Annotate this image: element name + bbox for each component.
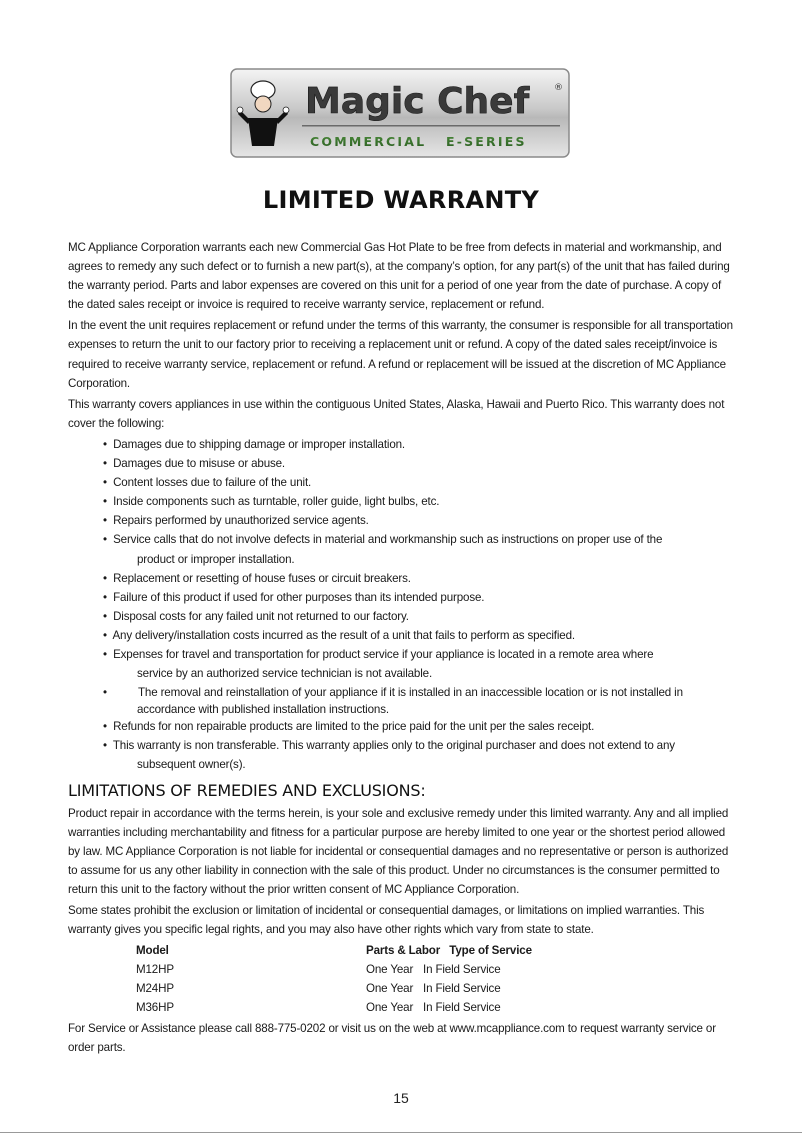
list-item: • Damages due to misuse or abuse. xyxy=(103,457,286,471)
list-item: • Inside components such as turntable, roller guide, light bulbs, etc. xyxy=(103,495,440,509)
list-item: • Failure of this product if used for other purposes than its intended purpose. xyxy=(103,590,485,604)
list-item: • Repairs performed by unauthorized service agents. xyxy=(103,514,369,528)
warranty-paragraph: In the event the unit requires replacement or refund under the terms of this warranty, the consumer is responsible for all transportation expenses to return the unit to our factory prior to receiving a replacement unit or refund. A copy of the dated sales receipt/invoice is required to receive warranty service, replacement or refund. A refund or replacement will be issued at the discretion of MC Appliance Corporation. xyxy=(68,319,733,390)
warranty-body xyxy=(68,238,734,1059)
list-item: • This warranty is non transferable. This warranty applies only to the original purchaser and does not extend to any subsequent owner(s). xyxy=(103,739,675,772)
list-item: • Any delivery/installation costs incurred as the result of a unit that fails to perform as specified. xyxy=(103,628,575,642)
limitations-heading: LIMITATIONS OF REMEDIES AND EXCLUSIONS: xyxy=(68,780,426,800)
footer-divider xyxy=(0,1132,802,1133)
list-item: • Disposal costs for any failed unit not returned to our factory. xyxy=(103,609,409,623)
list-item: • Expenses for travel and transportation for product service if your appliance is located in a remote area where service by an authorized service technician is not available. xyxy=(103,647,654,681)
list-item: • Damages due to shipping damage or improper installation. xyxy=(103,437,406,451)
list-item: • Replacement or resetting of house fuses or circuit breakers. xyxy=(103,571,411,585)
logo-subline: COMMERCIAL E-SERIES xyxy=(310,134,527,149)
service-note: For Service or Assistance please call 888-775-0202 or visit us on the web at www.mcappliance.com to request warranty service or order parts. xyxy=(68,1022,716,1055)
table-header-row xyxy=(136,941,532,960)
column-header-coverage: Parts & Labor Type of Service xyxy=(366,944,532,958)
limitations-paragraph: Product repair in accordance with the terms herein, is your sole and exclusive remedy under this limited warranty. Any and all implied warranties including merchantability and fitness for a particular purpose are hereby limited to one year or the shortest period allowed by law. MC Appliance Corporation is not liable for incidental or consequential damages and no representative or person is authorized to assume for us any other liability in connection with the sale of this product. Under no circumstances is the consumer permitted to return this unit to the factory without the prior written consent of MC Appliance Corporation. xyxy=(68,806,729,896)
page-number: 15 xyxy=(393,1090,409,1106)
table-row: M12HP One Year In Field Service xyxy=(136,963,501,977)
page-title: LIMITED WARRANTY xyxy=(262,186,540,214)
logo-brand: Magic Chef xyxy=(305,81,530,122)
model-table xyxy=(136,941,532,1017)
exclusion-list xyxy=(68,435,734,775)
list-item: • The removal and reinstallation of your appliance if it is installed in an inaccessible location or is not installed in accordance with published installation instructions. xyxy=(103,686,683,717)
limitations-paragraph: Some states prohibit the exclusion or limitation of incidental or consequential damages, or limitations on implied warranties. This warranty gives you specific legal rights, and you may also have other rights which vary from state to state. xyxy=(68,904,705,937)
column-header-model: Model xyxy=(136,944,169,958)
list-item: • Service calls that do not involve defects in material and workmanship such as instructions on proper use of the product or improper installation. xyxy=(103,533,663,566)
table-row: M24HP One Year In Field Service xyxy=(136,982,501,996)
list-item: • Refunds for non repairable products are limited to the price paid for the unit per the sales receipt. xyxy=(103,720,595,734)
list-item: • Content losses due to failure of the unit. xyxy=(103,476,312,490)
warranty-paragraph: This warranty covers appliances in use within the contiguous United States, Alaska, Hawaii and Puerto Rico. This warranty does not cover the following: xyxy=(68,397,725,430)
table-row: M36HP One Year In Field Service xyxy=(136,1001,501,1015)
magic-chef-logo xyxy=(230,68,570,158)
warranty-paragraph: MC Appliance Corporation warrants each new Commercial Gas Hot Plate to be free from defects in material and workmanship, and agrees to remedy any such defect or to furnish a new part(s), at the company’s option, for any part(s) of the unit that has failed during the warranty period. Parts and labor expenses are covered on this unit for a period of one year from the date of purchase. A copy of the dated sales receipt or invoice is required to receive warranty service, replacement or refund. xyxy=(68,241,730,312)
registered-mark: ® xyxy=(554,83,563,93)
